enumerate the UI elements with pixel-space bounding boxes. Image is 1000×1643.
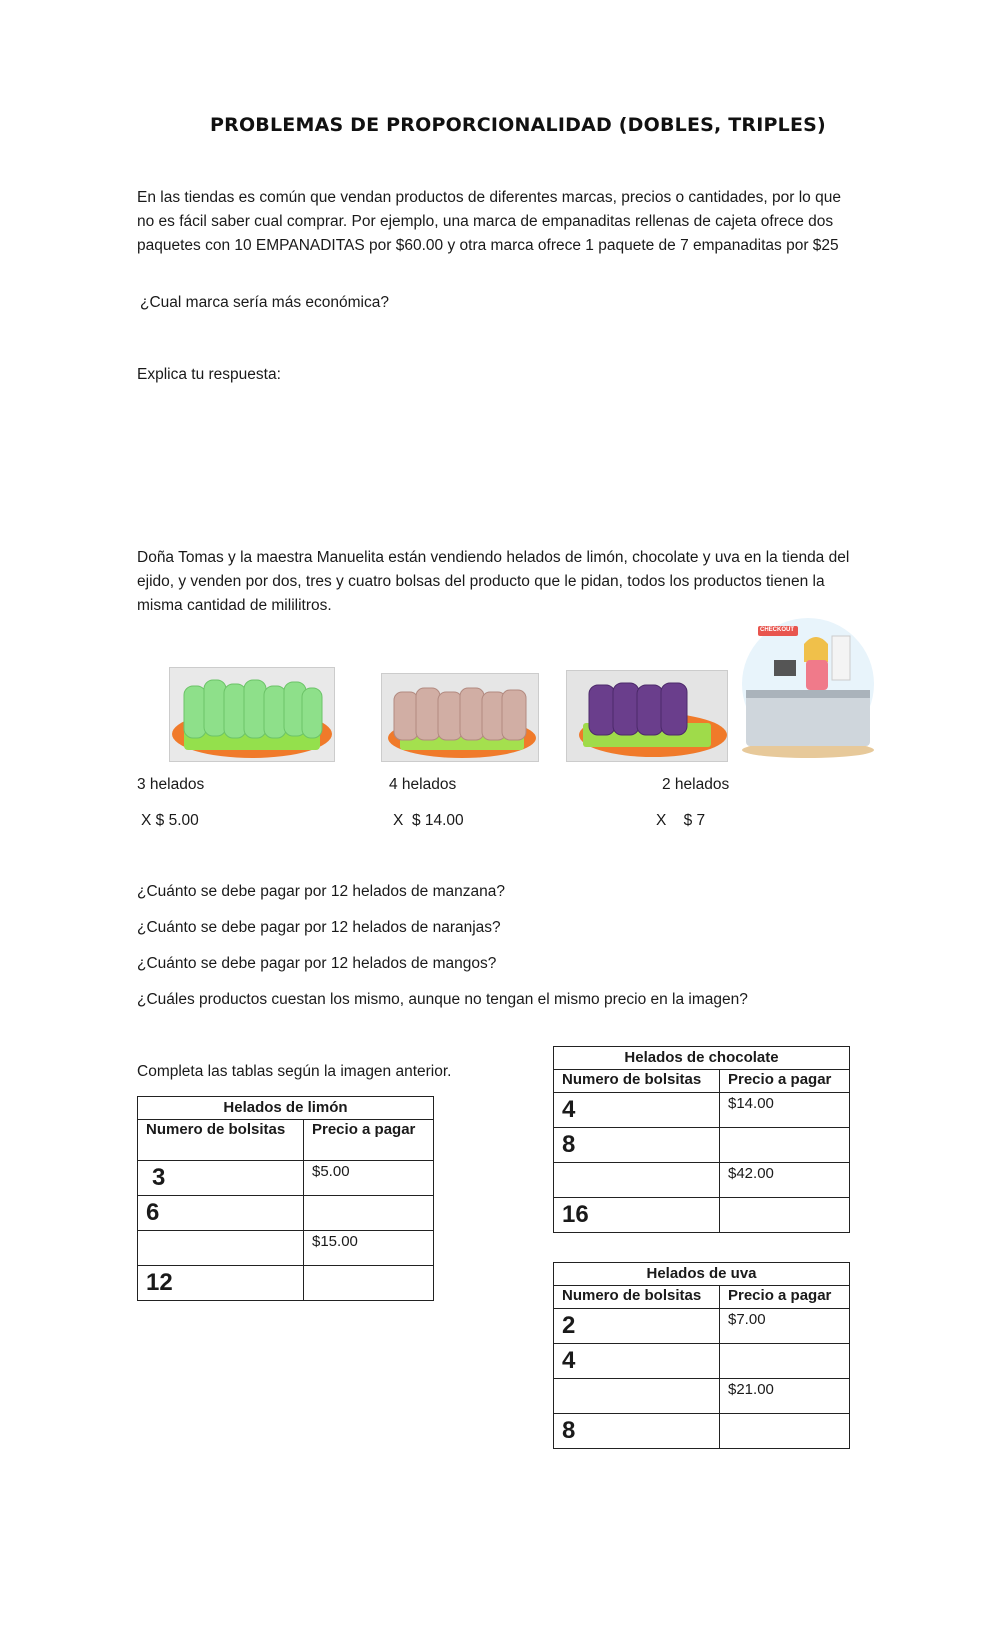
column-header-price: Precio a pagar [720, 1286, 850, 1309]
column-header-bags: Numero de bolsitas [554, 1286, 720, 1309]
column-header-bags: Numero de bolsitas [138, 1120, 304, 1161]
lime-icecream-photo [169, 667, 335, 762]
bag-count-cell[interactable]: 6 [138, 1196, 304, 1231]
bag-count-cell[interactable]: 3 [138, 1161, 304, 1196]
product-qty: 3 helados [137, 776, 205, 793]
price-cell[interactable]: $7.00 [720, 1309, 850, 1344]
table-row [554, 1379, 850, 1414]
price-cell[interactable]: $21.00 [720, 1379, 850, 1414]
bag-count-cell[interactable]: 8 [554, 1128, 720, 1163]
bag-count-cell[interactable] [554, 1379, 720, 1414]
price-cell[interactable] [720, 1414, 850, 1449]
question-item: ¿Cuánto se debe pagar por 12 helados de naranjas? [137, 919, 501, 936]
table-grape [553, 1262, 850, 1449]
question-item: ¿Cuáles productos cuestan los mismo, aunque no tengan el mismo precio en la imagen? [137, 991, 748, 1008]
table-row [138, 1266, 434, 1301]
column-header-bags: Numero de bolsitas [554, 1070, 720, 1093]
bag-count-cell[interactable]: 2 [554, 1309, 720, 1344]
product-price: X $ 7 [656, 812, 706, 829]
price-cell[interactable] [720, 1128, 850, 1163]
table-row [554, 1128, 850, 1163]
table-row [554, 1414, 850, 1449]
table-row [554, 1344, 850, 1379]
bag-count-cell[interactable]: 16 [554, 1198, 720, 1233]
checkout-cashier-illustration [728, 612, 888, 762]
question-item: ¿Cuánto se debe pagar por 12 helados de manzana? [137, 883, 505, 900]
table-row [138, 1231, 434, 1266]
bag-count-cell[interactable] [138, 1231, 304, 1266]
price-cell[interactable] [720, 1198, 850, 1233]
table-caption: Helados de chocolate [554, 1047, 850, 1070]
product-qty: 4 helados [389, 776, 457, 793]
bag-count-cell[interactable]: 12 [138, 1266, 304, 1301]
table-caption: Helados de limón [138, 1097, 434, 1120]
price-cell[interactable]: $42.00 [720, 1163, 850, 1198]
grape-icecream-photo [566, 670, 728, 762]
product-price: X $ 14.00 [393, 812, 464, 829]
table-row [554, 1093, 850, 1128]
story-paragraph: Doña Tomas y la maestra Manuelita están vendiendo helados de limón, chocolate y uva en la tienda del ejido, y venden por dos, tres y cuatro bolsas del producto que le pidan, todos los productos tienen la misma cantidad de mililitros. [137, 549, 850, 614]
price-cell[interactable] [720, 1344, 850, 1379]
bag-count-cell[interactable]: 8 [554, 1414, 720, 1449]
column-header-price: Precio a pagar [720, 1070, 850, 1093]
price-cell[interactable]: $5.00 [304, 1161, 434, 1196]
explain-prompt: Explica tu respuesta: [137, 366, 281, 383]
table-row [554, 1198, 850, 1233]
bag-count-cell[interactable]: 4 [554, 1344, 720, 1379]
complete-instruction: Completa las tablas según la imagen anterior. [137, 1063, 452, 1080]
table-lime [137, 1096, 434, 1301]
table-row [554, 1309, 850, 1344]
table-row [138, 1161, 434, 1196]
product-price: X $ 5.00 [141, 812, 199, 829]
product-qty: 2 helados [662, 776, 730, 793]
column-header-price: Precio a pagar [304, 1120, 434, 1161]
question-item: ¿Cuánto se debe pagar por 12 helados de mangos? [137, 955, 497, 972]
table-caption: Helados de uva [554, 1263, 850, 1286]
table-row [138, 1196, 434, 1231]
table-row [554, 1163, 850, 1198]
price-cell[interactable]: $14.00 [720, 1093, 850, 1128]
page-title: PROBLEMAS DE PROPORCIONALIDAD (DOBLES, TRIPLES) [210, 114, 826, 136]
price-cell[interactable] [304, 1266, 434, 1301]
question-economic: ¿Cual marca sería más económica? [140, 294, 389, 311]
price-cell[interactable]: $15.00 [304, 1231, 434, 1266]
checkout-sign: CHECKOUT [760, 627, 794, 633]
chocolate-icecream-photo [381, 673, 539, 762]
bag-count-cell[interactable]: 4 [554, 1093, 720, 1128]
price-cell[interactable] [304, 1196, 434, 1231]
bag-count-cell[interactable] [554, 1163, 720, 1198]
intro-paragraph: En las tiendas es común que vendan productos de diferentes marcas, precios o cantidades, por lo que no es fácil saber cual comprar. Por ejemplo, una marca de empanaditas rellenas de cajeta ofrece dos paquetes con 10 EMPANADITAS por $60.00 y otra marca ofrece 1 paquete de 7 empanaditas por $25 [137, 189, 841, 254]
table-chocolate [553, 1046, 850, 1233]
